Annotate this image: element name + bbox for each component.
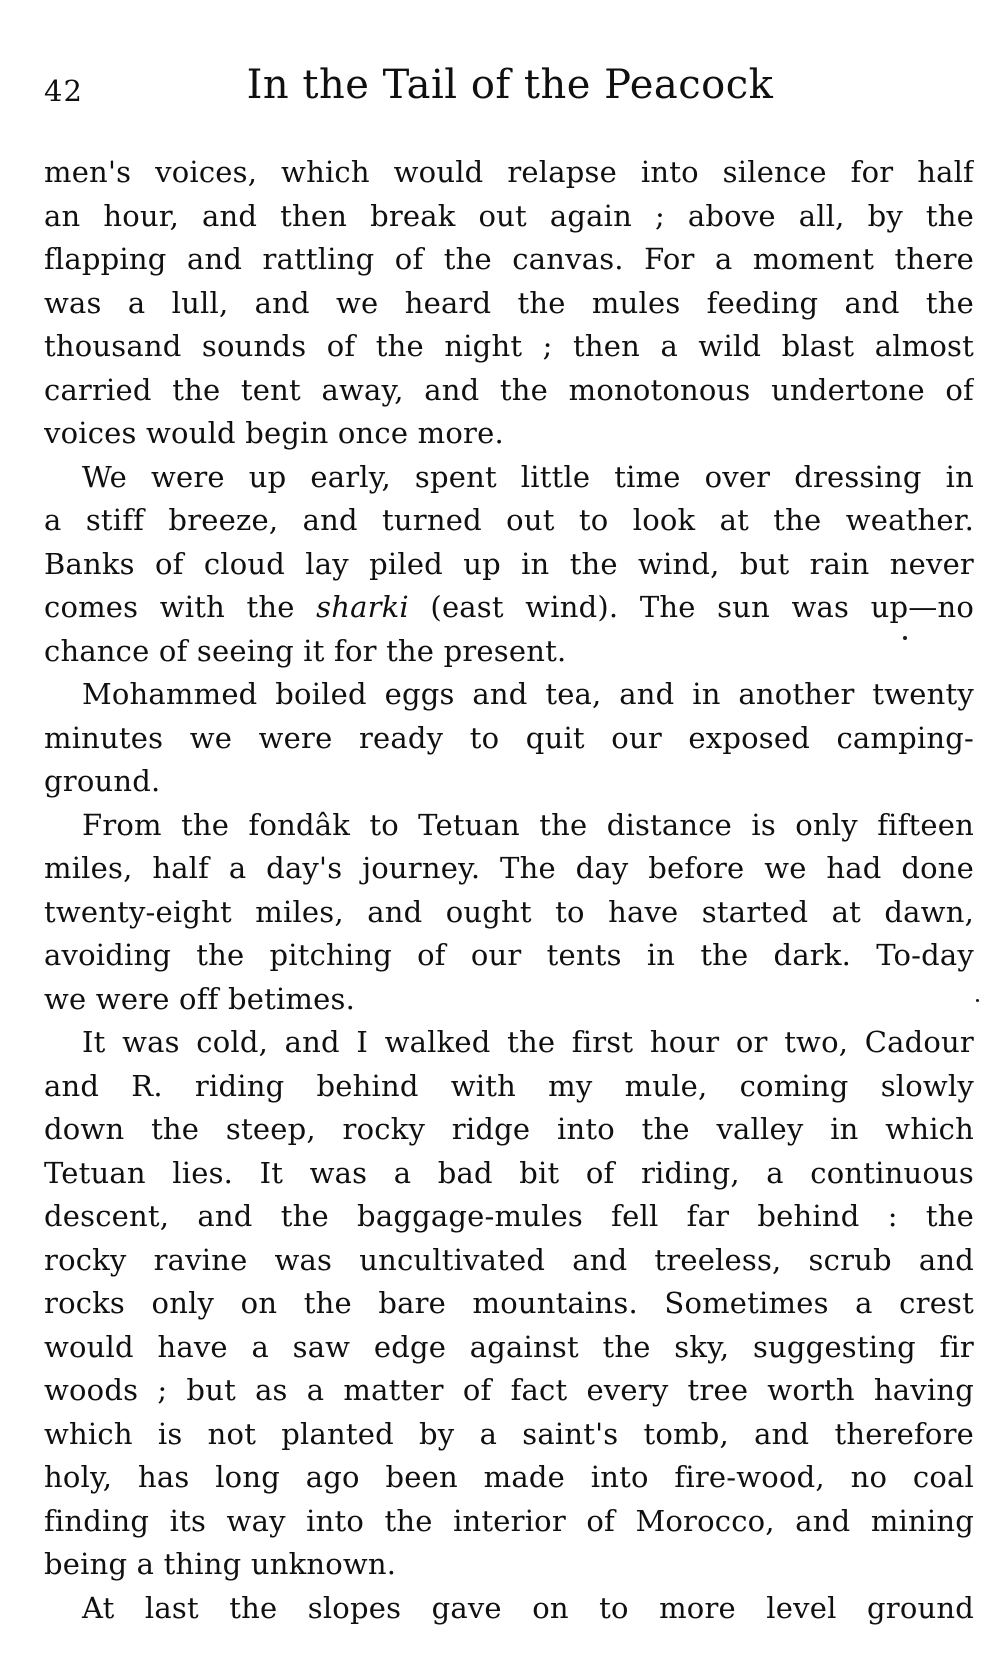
text-line: holy, has long ago been made into fire-wood, no coal [44, 1460, 974, 1494]
text-line: It was cold, and I walked the first hour or two, Cadour [82, 1025, 974, 1059]
text-line: a stiff breeze, and turned out to look at the weather. [44, 503, 974, 537]
text-line: From the fondâk to Tetuan the distance is only fifteen [82, 807, 974, 842]
text-line: an hour, and then break out again ; above all, by the [44, 198, 974, 233]
text-line: Tetuan lies. It was a bad bit of riding, a continuous [44, 1155, 974, 1190]
text-line: carried the tent away, and the monotonous undertone of [44, 372, 974, 407]
text-line: ground. [44, 764, 161, 798]
text-line: minutes we were ready to quit our exposed camping- [44, 720, 974, 755]
text-line: we were off betimes. [44, 981, 355, 1016]
text-line: We were up early, spent little time over dressing in [82, 459, 974, 494]
text-line: flapping and rattling of the canvas. For a moment there [44, 242, 974, 276]
text-line: which is not planted by a saint's tomb, and therefore [44, 1416, 974, 1451]
paragraph [44, 1587, 974, 1631]
text-line: rocks only on the bare mountains. Sometimes a crest [44, 1286, 974, 1320]
text-line: Mohammed boiled eggs and tea, and in another twenty [82, 677, 974, 711]
text-line: would have a saw edge against the sky, suggesting fir [44, 1329, 974, 1364]
ink-speck [976, 999, 979, 1002]
paragraph [44, 456, 974, 674]
text-line: twenty-eight miles, and ought to have started at dawn, [44, 894, 974, 929]
paragraph [44, 1021, 974, 1587]
text-line: finding its way into the interior of Morocco, and mining [44, 1503, 974, 1538]
text-line: woods ; but as a matter of fact every tree worth having [44, 1373, 974, 1407]
running-title: In the Tail of the Peacock [246, 62, 774, 108]
text-line: descent, and the baggage-mules fell far behind : the [44, 1199, 974, 1233]
text-line: avoiding the pitching of our tents in the dark. To-day [44, 938, 974, 972]
page-body [44, 151, 974, 1630]
text-line: being a thing unknown. [44, 1547, 397, 1581]
text-line: rocky ravine was uncultivated and treeless, scrub and [44, 1242, 974, 1277]
text-line: men's voices, which would relapse into silence for half [44, 155, 974, 189]
paragraph [44, 151, 974, 456]
text-line: was a lull, and we heard the mules feeding and the [44, 285, 974, 320]
text-line: comes with the sharki (east wind). The sun was up—no [44, 590, 974, 624]
text-line: and R. riding behind with my mule, coming slowly [44, 1068, 974, 1103]
text-line: miles, half a day's journey. The day before we had done [44, 851, 974, 885]
text-line: thousand sounds of the night ; then a wild blast almost [44, 329, 974, 363]
text-line: voices would begin once more. [44, 416, 504, 450]
paragraph [44, 804, 974, 1022]
text-line: chance of seeing it for the present. [44, 633, 567, 668]
page-number: 42 [44, 74, 83, 108]
ink-speck [903, 636, 907, 640]
text-line: At last the slopes gave on to more level ground [82, 1590, 974, 1625]
text-line: Banks of cloud lay piled up in the wind, but rain never [44, 546, 974, 581]
text-line: down the steep, rocky ridge into the valley in which [44, 1112, 974, 1146]
paragraph [44, 673, 974, 804]
